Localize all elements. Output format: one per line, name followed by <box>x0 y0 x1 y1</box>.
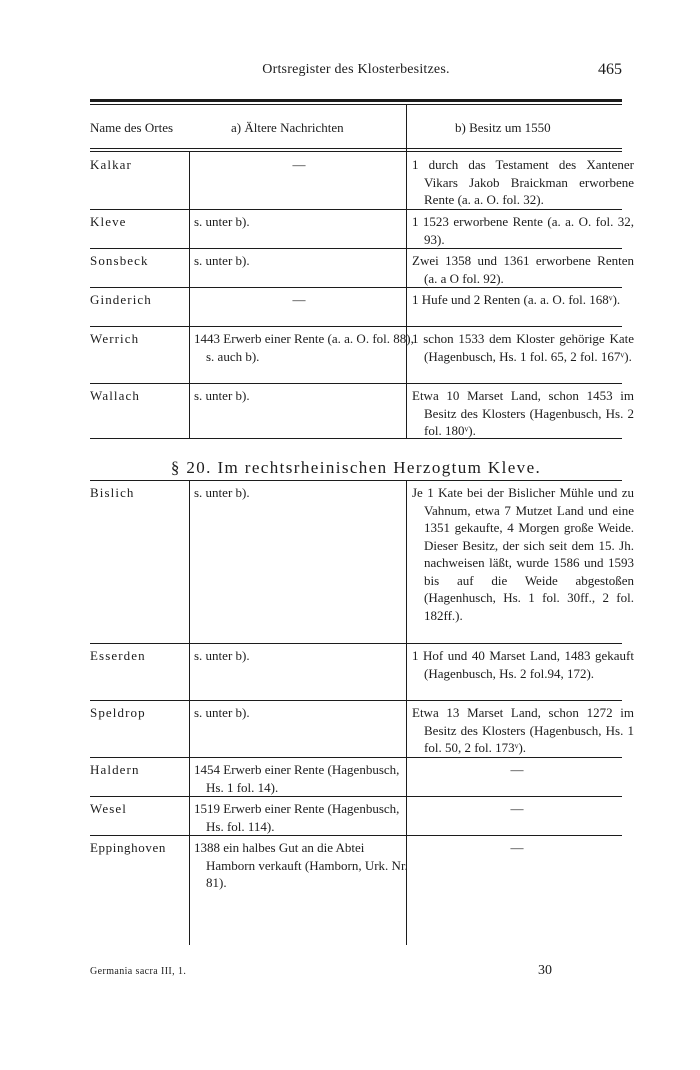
holdings-1550: 1 Hufe und 2 Renten (a. a. O. fol. 168ᵛ). <box>412 292 621 307</box>
table-row <box>90 796 622 835</box>
table-row <box>90 757 622 796</box>
place-name: Wesel <box>90 801 127 816</box>
place-name: Esserden <box>90 648 146 663</box>
running-head <box>90 62 622 82</box>
running-title: Ortsregister des Klosterbesitzes. <box>262 62 450 77</box>
holdings-1550: — <box>510 762 524 777</box>
column-header-a: a) Ältere Nachrichten <box>231 120 344 135</box>
holdings-1550: 1 Hof und 40 Marset Land, 1483 gekauft (Hagenbusch, Hs. 2 fol.94, 172). <box>412 648 634 681</box>
older-records: 1388 ein halbes Gut an die Abtei Hamborn verkauft (Hamborn, Urk. Nr. 81). <box>194 840 408 890</box>
older-records: s. unter b). <box>194 253 250 268</box>
table-row <box>90 153 634 209</box>
place-name: Eppinghoven <box>90 840 166 855</box>
place-name: Ginderich <box>90 292 152 307</box>
holdings-1550: Etwa 13 Marset Land, schon 1272 im Besitz des Klosters (Hagenbusch, Hs. 1 fol. 50, 2 fol. 173ᵛ). <box>412 705 634 755</box>
older-records: s. unter b). <box>194 705 250 720</box>
older-records: 1519 Erwerb einer Rente (Hagenbusch, Hs. fol. 114). <box>194 801 400 834</box>
older-records: — <box>292 292 306 307</box>
table-top-rule-thin <box>90 104 622 105</box>
older-records: s. unter b). <box>194 388 250 403</box>
table-right-rhine <box>90 481 634 946</box>
header-bottom-rule-2 <box>90 151 622 152</box>
older-records: 1454 Erwerb einer Rente (Hagenbusch, Hs. 1 fol. 14). <box>194 762 400 795</box>
place-name: Speldrop <box>90 705 146 720</box>
place-name: Sonsbeck <box>90 253 149 268</box>
table-row <box>90 700 634 757</box>
place-name: Bislich <box>90 485 135 500</box>
holdings-1550: Je 1 Kate bei der Bislicher Mühle und zu Vahnum, etwa 7 Mutzet Land und eine 1351 gekaufte, 4 Morgen große Weide. Dieser Besitz, der sich seit dem 15. Jh. nachweisen läßt, wurde 1586 und 1593 bis auf die Weide abgestoßen (Hagenhusch, Hs. 1 fol. 30ff., 2 fol. 182ff.). <box>412 485 634 623</box>
column-header-b: b) Besitz um 1550 <box>455 120 551 135</box>
place-name: Werrich <box>90 331 140 346</box>
printer-signature: Germania sacra III, 1. <box>90 966 187 977</box>
older-records: 1443 Erwerb einer Rente (a. a. O. fol. 88), s. auch b). <box>194 331 414 364</box>
holdings-1550: Etwa 10 Marset Land, schon 1453 im Besitz des Klosters (Hagenbusch, Hs. 2 fol. 180ᵛ). <box>412 388 634 438</box>
header-bottom-rule <box>90 148 622 149</box>
older-records: s. unter b). <box>194 214 250 229</box>
column-header-name: Name des Ortes <box>90 120 174 135</box>
section-heading: § 20. Im rechtsrheinischen Herzogtum Kleve. <box>170 458 542 477</box>
table-row <box>90 248 634 287</box>
table1-bottom-rule <box>90 438 622 439</box>
holdings-1550: 1 1523 erworbene Rente (a. a. O. fol. 32, 93). <box>412 214 634 247</box>
older-records: — <box>292 157 306 172</box>
holdings-1550: — <box>510 801 524 816</box>
holdings-1550: Zwei 1358 und 1361 erworbene Renten (a. a O fol. 92). <box>412 253 634 286</box>
place-name: Kalkar <box>90 157 132 172</box>
holdings-1550: — <box>510 840 524 855</box>
table-row <box>90 326 634 383</box>
older-records: s. unter b). <box>194 648 250 663</box>
older-records: s. unter b). <box>194 485 250 500</box>
place-name: Haldern <box>90 762 140 777</box>
sheet-number: 30 <box>538 963 552 978</box>
table-row <box>90 643 634 700</box>
holdings-1550: 1 durch das Testament des Xantener Vikars Jakob Braickman erworbene Rente (a. a. O. fol. 32). <box>412 157 634 207</box>
place-name: Kleve <box>90 214 127 229</box>
table-row <box>90 481 634 643</box>
table-row <box>90 287 622 326</box>
place-name: Wallach <box>90 388 140 403</box>
holdings-1550: 1 schon 1533 dem Kloster gehörige Kate (Hagenbusch, Hs. 1 fol. 65, 2 fol. 167ᵛ). <box>412 331 634 364</box>
page-number: 465 <box>598 61 622 78</box>
table-row <box>90 383 634 442</box>
table-row <box>90 835 622 946</box>
table-top-rule <box>90 99 622 102</box>
table-row <box>90 209 634 248</box>
table-left-rhine <box>90 153 634 442</box>
